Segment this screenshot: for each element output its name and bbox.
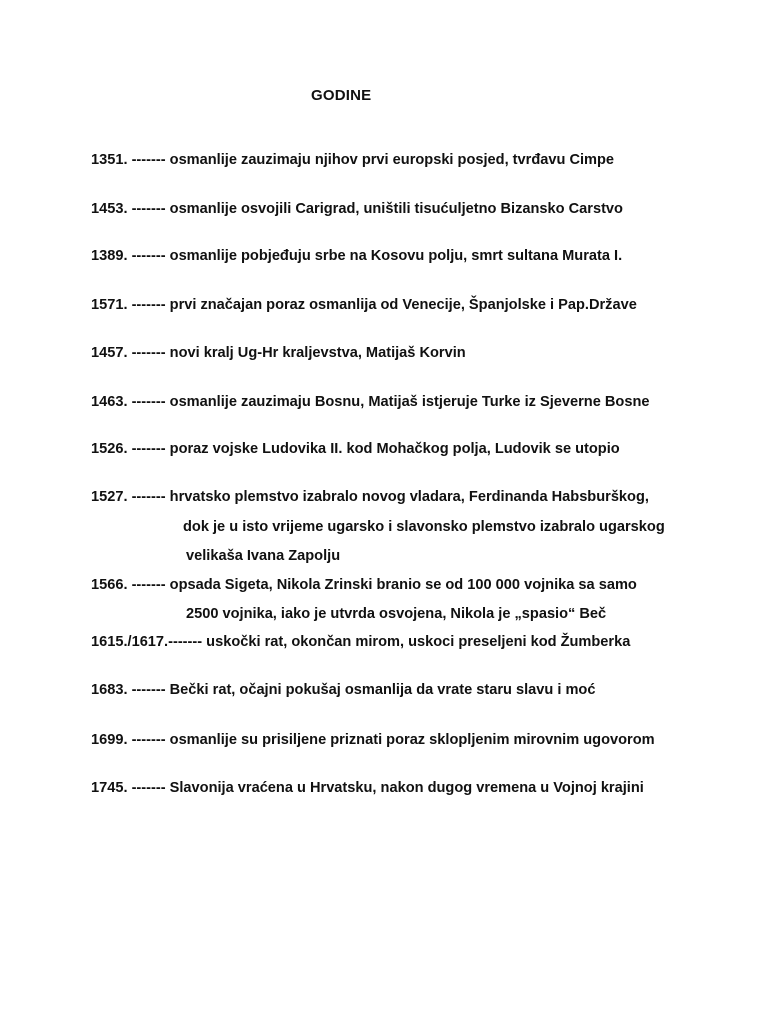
timeline-line: 1453. ------- osmanlije osvojili Carigrad, uništili tisućuljetno Bizansko Carstvo bbox=[91, 201, 623, 217]
timeline-line: 1527. ------- hrvatsko plemstvo izabralo novog vladara, Ferdinanda Habsburškog, bbox=[91, 489, 649, 505]
timeline-line-continuation: 2500 vojnika, iako je utvrda osvojena, Nikola je „spasio“ Beč bbox=[186, 606, 607, 622]
timeline-line-continuation: velikaša Ivana Zapolju bbox=[186, 548, 341, 564]
timeline-line: 1571. ------- prvi značajan poraz osmanlija od Venecije, Španjolske i Pap.Države bbox=[91, 297, 637, 313]
timeline-line: 1699. ------- osmanlije su prisiljene priznati poraz sklopljenim mirovnim ugovorom bbox=[91, 732, 655, 748]
timeline-line: 1463. ------- osmanlije zauzimaju Bosnu, Matijaš istjeruje Turke iz Sjeverne Bosne bbox=[91, 394, 650, 410]
document-title: GODINE bbox=[311, 87, 372, 104]
timeline-line: 1457. ------- novi kralj Ug-Hr kraljevstva, Matijaš Korvin bbox=[91, 345, 466, 361]
timeline-line: 1526. ------- poraz vojske Ludovika II. kod Mohačkog polja, Ludovik se utopio bbox=[91, 441, 620, 457]
timeline-line: 1615./1617.------- uskočki rat, okončan mirom, uskoci preseljeni kod Žumberka bbox=[91, 634, 631, 650]
timeline-line: 1351. ------- osmanlije zauzimaju njihov prvi europski posjed, tvrđavu Cimpe bbox=[91, 152, 615, 168]
timeline-line: 1566. ------- opsada Sigeta, Nikola Zrinski branio se od 100 000 vojnika sa samo bbox=[91, 577, 637, 593]
timeline-line: 1683. ------- Bečki rat, očajni pokušaj osmanlija da vrate staru slavu i moć bbox=[91, 682, 596, 698]
timeline-line: 1389. ------- osmanlije pobjeđuju srbe na Kosovu polju, smrt sultana Murata I. bbox=[91, 248, 623, 264]
timeline-line: 1745. ------- Slavonija vraćena u Hrvatsku, nakon dugog vremena u Vojnoj krajini bbox=[91, 780, 644, 796]
timeline-line-continuation: dok je u isto vrijeme ugarsko i slavonsko plemstvo izabralo ugarskog bbox=[183, 519, 665, 535]
